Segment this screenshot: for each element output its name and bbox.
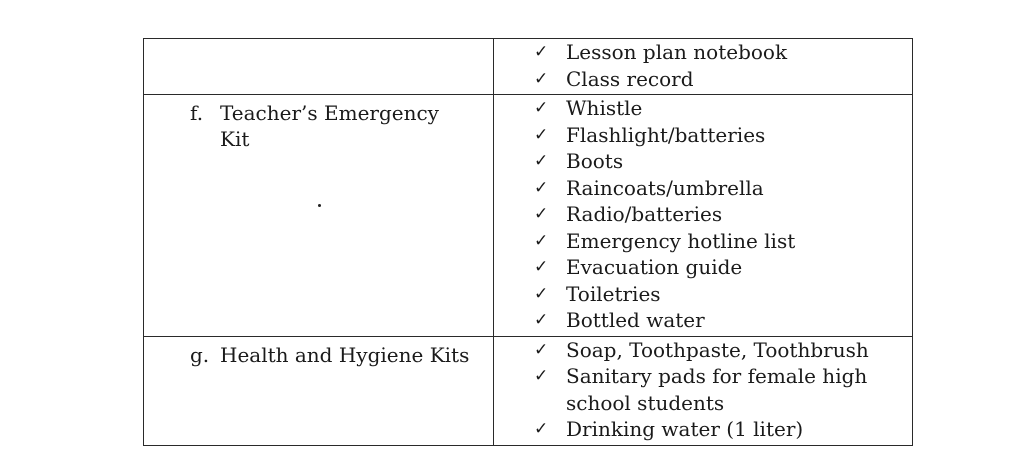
- item-text: Emergency hotline list: [566, 228, 796, 253]
- category-letter: g.: [190, 342, 210, 367]
- checkmark-icon: ✓: [534, 42, 549, 62]
- category-cell: [144, 337, 494, 445]
- list-item: [534, 95, 912, 122]
- checkmark-icon: ✓: [534, 177, 549, 198]
- list-item: [534, 281, 912, 308]
- category-label: [190, 100, 483, 126]
- category-name: Health and Hygiene Kits: [220, 342, 470, 367]
- category-letter: f.: [190, 101, 204, 125]
- item-text: Lesson plan notebook: [566, 40, 788, 64]
- checkmark-icon: ✓: [534, 366, 549, 386]
- list-item: [534, 175, 912, 202]
- checkmark-icon: ✓: [534, 339, 549, 360]
- item-text: Toiletries: [566, 281, 661, 306]
- items-cell: [494, 337, 912, 445]
- table-row: [144, 94, 912, 336]
- list-item: [534, 363, 912, 416]
- list-item: [534, 39, 912, 66]
- check-list: [534, 95, 912, 334]
- checkmark-icon: ✓: [534, 419, 549, 439]
- table-row: [144, 39, 912, 94]
- items-cell: [494, 39, 912, 94]
- item-text: Soap, Toothpaste, Toothbrush: [566, 337, 869, 362]
- checkmark-icon: ✓: [534, 230, 549, 251]
- list-item: [534, 416, 912, 443]
- items-cell: [494, 95, 912, 336]
- checkmark-icon: ✓: [534, 68, 549, 89]
- checkmark-icon: ✓: [534, 204, 549, 224]
- list-item: [534, 254, 912, 281]
- item-text: Bottled water: [566, 308, 705, 332]
- list-item: [534, 66, 912, 93]
- item-text: Raincoats/umbrella: [566, 175, 764, 200]
- check-list: [534, 337, 912, 443]
- list-item: [534, 337, 912, 364]
- checkmark-icon: ✓: [534, 124, 549, 145]
- item-text: Radio/batteries: [566, 202, 723, 226]
- category-name-continued: Kit: [220, 127, 250, 151]
- item-text: Evacuation guide: [566, 255, 743, 279]
- list-item: [534, 148, 912, 175]
- item-text: Whistle: [566, 96, 643, 120]
- list-item: [534, 201, 912, 228]
- checkmark-icon: ✓: [534, 98, 549, 118]
- list-item: [534, 228, 912, 255]
- table-row: [144, 336, 912, 445]
- list-item: [534, 122, 912, 149]
- checkmark-icon: ✓: [534, 151, 549, 171]
- category-cell: [144, 95, 494, 336]
- category-label: [190, 342, 483, 368]
- item-text: Sanitary pads for female high school students: [566, 364, 868, 415]
- item-text: Flashlight/batteries: [566, 122, 766, 147]
- checkmark-icon: ✓: [534, 310, 549, 330]
- category-name: Teacher’s Emergency: [220, 101, 439, 125]
- item-text: Boots: [566, 149, 624, 173]
- kit-table: [143, 38, 913, 446]
- list-item: [534, 307, 912, 334]
- checkmark-icon: ✓: [534, 283, 549, 304]
- scan-speck: [318, 204, 321, 207]
- item-text: Drinking water (1 liter): [566, 417, 804, 441]
- item-text: Class record: [566, 66, 694, 91]
- check-list: [534, 39, 912, 92]
- checkmark-icon: ✓: [534, 257, 549, 277]
- category-cell: [144, 39, 494, 94]
